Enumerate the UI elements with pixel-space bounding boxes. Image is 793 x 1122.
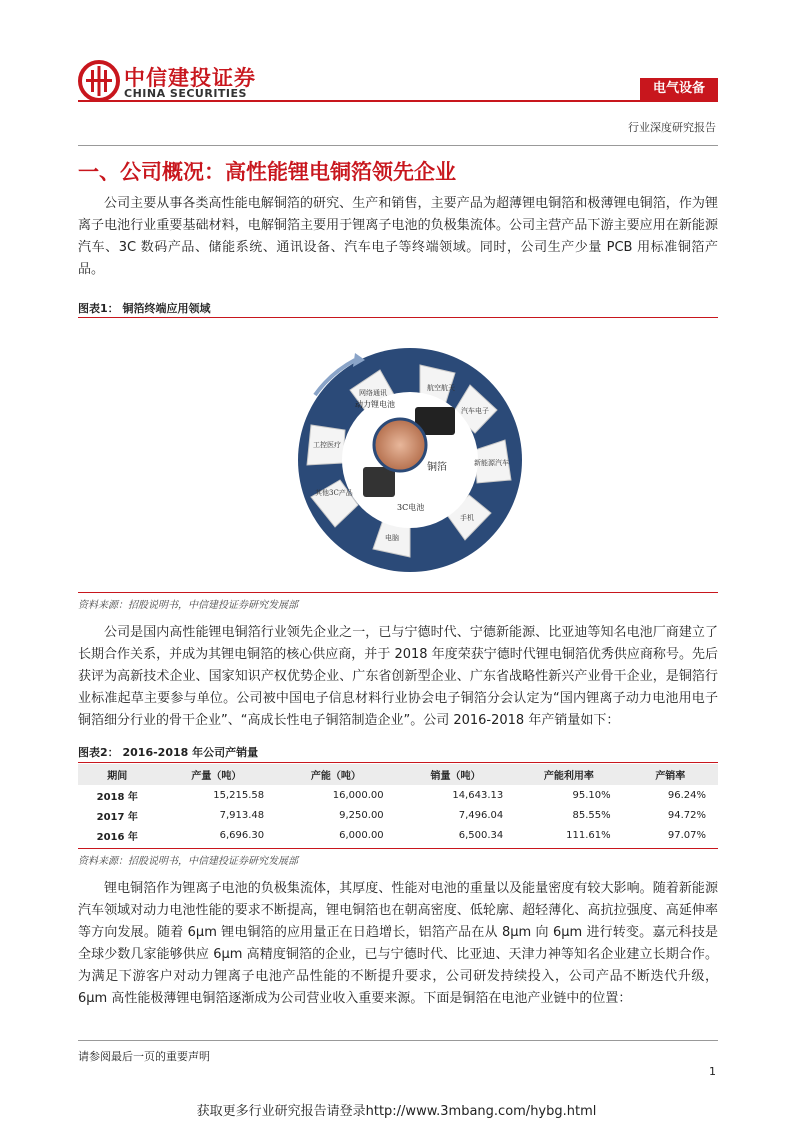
table-cell: 7,496.04 — [458, 809, 504, 821]
center-label: 铜箔 — [427, 462, 447, 473]
outer-label-phone: 手机 — [460, 514, 474, 522]
header-divider — [78, 100, 718, 102]
table-cell: 9,250.00 — [339, 809, 384, 821]
intro-paragraph: 公司主要从事各类高性能电解铜箔的研究、生产和销售，主要产品为超薄锂电铜箔和极薄锂电铜箔，作为锂离子电池行业重要基础材料，电解铜箔主要用于锂离子电池的负极集流体。公司主营产品下游主要应用在新能源汽车、3C 数码产品、储能系统、通讯设备、汽车电子等终端领域。同时，公司生产少量 PCB 用标准铜箔产品。 — [78, 196, 718, 277]
promo-link[interactable]: 获取更多行业研究报告请登录http://www.3mbang.com/hybg.html — [196, 1104, 597, 1119]
disclaimer-note: 请参阅最后一页的重要声明 — [78, 1050, 210, 1063]
table-top-rule — [78, 762, 718, 763]
table-cell: 7,913.48 — [219, 809, 265, 821]
table-header-cell: 产销率 — [655, 771, 686, 782]
outer-label-ev: 新能源汽车 — [474, 459, 509, 467]
table-cell: 95.10% — [572, 789, 611, 801]
table-source: 资料来源：招股说明书，中信建投证券研究发展部 — [78, 856, 298, 867]
table-header-cell: 产能（吨） — [310, 771, 361, 782]
china-securities-logo-icon — [78, 60, 120, 102]
3c-battery-icon — [363, 467, 395, 497]
table-cell: 14,643.13 — [452, 789, 504, 801]
sector-badge: 电气设备 — [640, 78, 718, 100]
table-cell: 2018 年 — [96, 791, 138, 803]
table-cell: 16,000.00 — [332, 789, 384, 801]
table-row — [78, 785, 718, 805]
outer-label-3c: 其他3C产品 — [315, 489, 353, 497]
table-label: 图表2： 2016-2018 年公司产销量 — [78, 746, 259, 759]
figure1-top-rule — [78, 317, 718, 318]
figure1-label: 图表1： 铜箔终端应用领域 — [78, 302, 211, 315]
copper-foil-paragraph: 锂电铜箔作为锂离子电池的负极集流体，其厚度、性能对电池的重量以及能量密度有较大影响。随着新能源汽车领域对动力电池性能的要求不断提高，锂电铜箔也在朝高密度、低轮廓、超轻薄化、高抗拉强度、高延伸率等方向发展。随着 6μm 锂电铜箔的应用量正在日趋增长，铝箔产品在从 8μm 向 6μm 进行转变。嘉元科技是全球少数几家能够供应 6μm 高精度铜箔的企业，已与宁德时代、比亚迪、天津力神等知名企业建立长期合作。为满足下游客户对动力锂离子电池产品性能的不断提升要求，公司研发持续投入，公司产品不断迭代升级，6μm 高性能极薄锂电铜箔逐渐成为公司营业收入重要来源。下面是铜箔在电池产业链中的位置： — [78, 881, 718, 1006]
copper-foil-application-diagram — [255, 335, 565, 585]
table-row — [78, 825, 718, 845]
outer-label-aero: 航空航天 — [427, 384, 455, 392]
table-cell: 85.55% — [572, 809, 611, 821]
table-cell: 6,696.30 — [219, 829, 265, 841]
inner-label-3c: 3C电池 — [397, 503, 425, 512]
table-header-cell: 产量（吨） — [191, 771, 242, 782]
table-row — [78, 805, 718, 825]
section-title: 一、公司概况：高性能锂电铜箔领先企业 — [78, 160, 456, 184]
table-header-row — [78, 764, 718, 785]
outer-label-auto-elec: 汽车电子 — [461, 407, 489, 415]
table-cell: 111.61% — [566, 829, 611, 841]
outer-label-network: 网络通讯 — [359, 389, 387, 397]
page-number: 1 — [709, 1065, 716, 1078]
table-cell: 97.07% — [667, 829, 706, 841]
logo-english-name: CHINA SECURITIES — [124, 87, 247, 100]
inner-label-power: 动力锂电池 — [355, 400, 395, 409]
report-type: 行业深度研究报告 — [628, 121, 716, 134]
table-bottom-rule — [78, 848, 718, 849]
outer-label-medical: 工控医疗 — [313, 441, 341, 449]
table-cell: 2017 年 — [96, 811, 138, 823]
copper-roll-icon — [374, 419, 426, 471]
figure1-source: 资料来源：招股说明书，中信建投证券研究发展部 — [78, 600, 298, 611]
production-sales-table — [78, 764, 718, 845]
company-paragraph: 公司是国内高性能锂电铜箔行业领先企业之一，已与宁德时代、宁德新能源、比亚迪等知名电池厂商建立了长期合作关系，并成为其锂电铜箔的核心供应商，并于 2018 年度荣获宁德时代锂电铜箔优秀供应商称号。先后获评为高新技术企业、国家知识产权优势企业、广东省创新型企业、广东省战略性新兴产业骨干企业，是铜箔行业标准起草主要参与单位。公司被中国电子信息材料行业协会电子铜箔分会认定为“国内锂离子动力电池用电子铜箔细分行业的骨干企业”、“高成长性电子铜箔制造企业”。公司 2016-2018 年产销量如下： — [78, 625, 718, 728]
table-cell: 94.72% — [667, 809, 706, 821]
table-cell: 15,215.58 — [213, 789, 265, 801]
subheader-divider — [78, 145, 718, 146]
table-header-cell: 产能利用率 — [543, 771, 594, 782]
table-header-cell: 销量（吨） — [430, 771, 481, 782]
table-cell: 2016 年 — [96, 831, 138, 843]
table-header-cell: 期间 — [107, 771, 128, 782]
table-cell: 6,500.34 — [458, 829, 504, 841]
figure1-bottom-rule — [78, 592, 718, 593]
table-cell: 96.24% — [667, 789, 706, 801]
outer-label-pc: 电脑 — [385, 534, 399, 542]
table-cell: 6,000.00 — [339, 829, 384, 841]
footer-divider — [78, 1040, 718, 1041]
logo-chinese-name: 中信建投证券 — [124, 66, 256, 90]
